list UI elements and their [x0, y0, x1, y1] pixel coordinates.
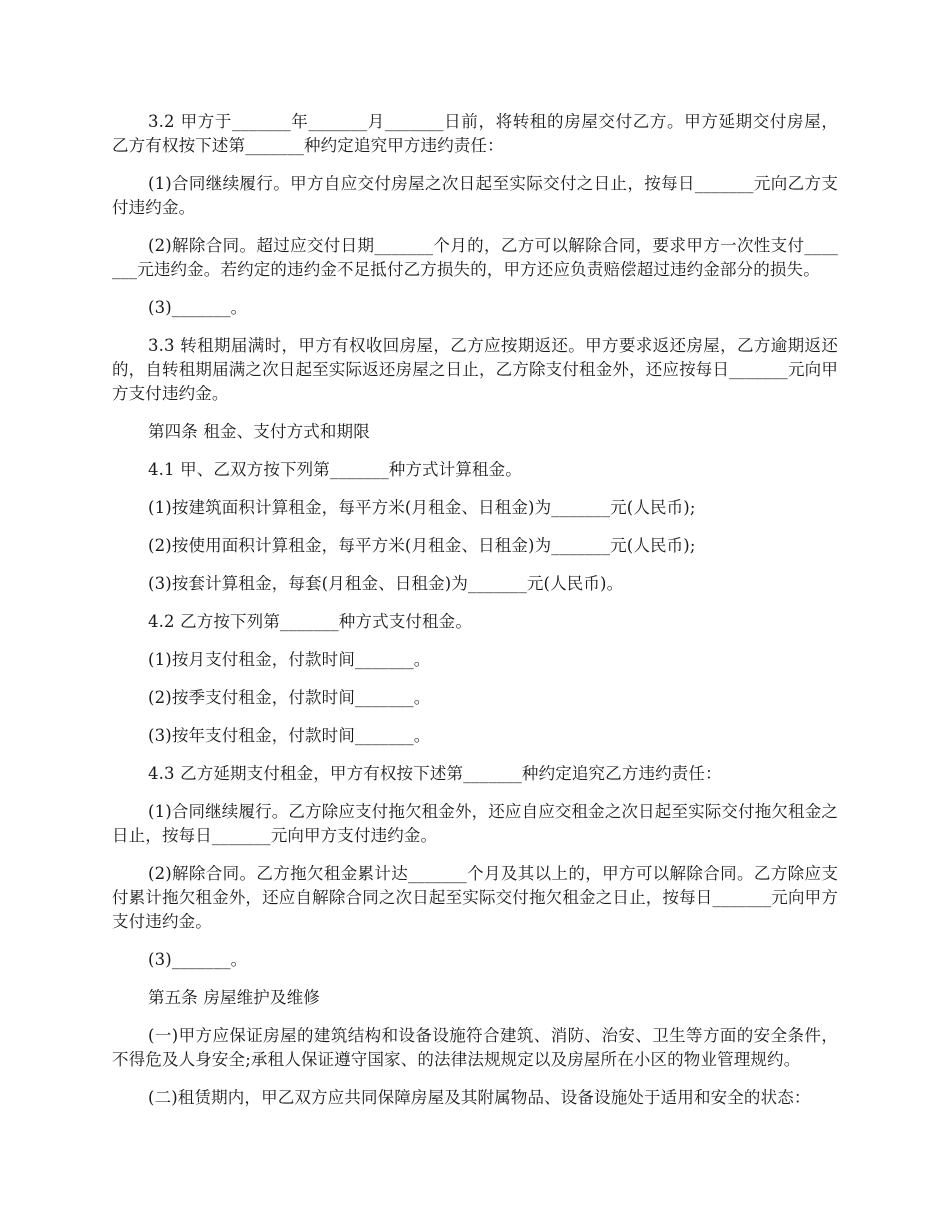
paragraph-4-1-option-2: (2)按使用面积计算租金，每平方米(月租金、日租金)为_______元(人民币); [148, 536, 696, 555]
paragraph-4-1-option-3: (3)按套计算租金，每套(月租金、日租金)为_______元(人民币)。 [148, 574, 624, 593]
paragraph-4-3-option-1: (1)合同继续履行。乙方除应支付拖欠租金外，还应自应交租金之次日起至实际交付拖欠租金之日止，按每日_______元向甲方支付违约金。 [112, 802, 838, 845]
paragraph-4-3: 4.3 乙方延期支付租金，甲方有权按下述第_______种约定追究乙方违约责任： [148, 764, 722, 783]
paragraph-4-2-option-3: (3)按年支付租金，付款时间_______。 [148, 726, 431, 745]
paragraph-3-2: 3.2 甲方于_______年_______月_______日前，将转租的房屋交付乙方。甲方延期交付房屋，乙方有权按下述第_______种约定追究甲方违约责任： [112, 112, 838, 155]
paragraph-5-item-2: (二)租赁期内，甲乙双方应共同保障房屋及其附属物品、设备设施处于适用和安全的状态： [148, 1088, 811, 1107]
paragraph-4-2: 4.2 乙方按下列第_______种方式支付租金。 [148, 612, 472, 631]
paragraph-5-item-1: (一)甲方应保证房屋的建筑结构和设备设施符合建筑、消防、治安、卫生等方面的安全条件，不得危及人身安全;承租人保证遵守国家、的法律法规规定以及房屋所在小区的物业管理规约。 [112, 1026, 838, 1069]
paragraph-4-3-option-2: (2)解除合同。乙方拖欠租金累计达_______个月及其以上的，甲方可以解除合同。乙方除应支付累计拖欠租金外，还应自解除合同之次日起至实际交付拖欠租金之日止，按每日_______元向甲方支付违约金。 [112, 864, 838, 931]
paragraph-4-1-option-1: (1)按建筑面积计算租金，每平方米(月租金、日租金)为_______元(人民币); [148, 498, 696, 517]
paragraph-4-2-option-2: (2)按季支付租金，付款时间_______。 [148, 688, 431, 707]
paragraph-4-2-option-1: (1)按月支付租金，付款时间_______。 [148, 650, 431, 669]
paragraph-3-2-option-2: (2)解除合同。超过应交付日期_______个月的，乙方可以解除合同，要求甲方一次性支付_______元违约金。若约定的违约金不足抵付乙方损失的，甲方还应负责赔偿超过违约金部分的损失。 [112, 236, 838, 279]
paragraph-3-2-option-3: (3)_______。 [148, 298, 248, 317]
article-5-heading: 第五条 房屋维护及维修 [148, 988, 320, 1007]
paragraph-3-3: 3.3 转租期届满时，甲方有权收回房屋，乙方应按期返还。甲方要求返还房屋，乙方逾期返还的，自转租期届满之次日起至实际返还房屋之日止，乙方除支付租金外，还应按每日_______元向甲方支付违约金。 [112, 336, 838, 403]
paragraph-4-3-option-3: (3)_______。 [148, 950, 248, 969]
paragraph-3-2-option-1: (1)合同继续履行。甲方自应交付房屋之次日起至实际交付之日止，按每日_______元向乙方支付违约金。 [112, 174, 838, 217]
document-body [112, 110, 838, 1124]
article-4-heading: 第四条 租金、支付方式和期限 [148, 422, 370, 441]
paragraph-4-1: 4.1 甲、乙双方按下列第_______种方式计算租金。 [148, 460, 522, 479]
